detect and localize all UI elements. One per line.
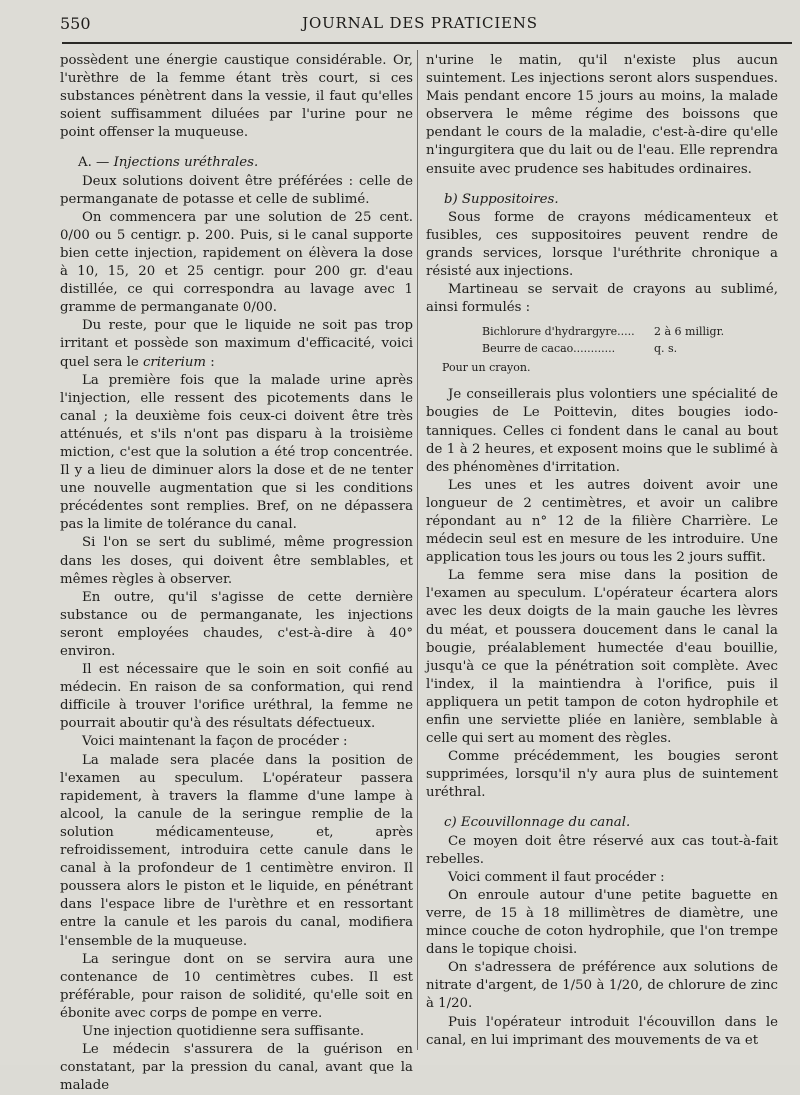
- page-header: [60, 12, 780, 38]
- paragraph: Il est nécessaire que le soin en soit confié au médecin. En raison de sa conformation, qui rend difficile à trouver l'orifice uréthral, la femme ne pourrait aboutir qu'à des résultats défectueux.: [60, 662, 413, 732]
- paragraph: On s'adressera de préférence aux solutions de nitrate d'argent, de 1/50 à 1/20, de chlorure de zinc à 1/20.: [426, 960, 778, 1012]
- paragraph: La seringue dont on se servira aura une contenance de 10 centimètres cubes. Il est préférable, pour raison de solidité, qu'elle soit en ébonite avec corps de pompe en verre.: [60, 951, 413, 1021]
- paragraph: Si l'on se sert du sublimé, même progression dans les doses, qui doivent être semblables, et mêmes règles à observer.: [60, 535, 413, 587]
- paragraph: Une injection quotidienne sera suffisante.: [82, 1023, 365, 1039]
- formula-block: [426, 323, 778, 376]
- paragraph: Voici maintenant la façon de procéder :: [82, 734, 348, 750]
- running-title: JOURNAL DES PRATICIENS: [302, 14, 538, 32]
- paragraph: Voici comment il faut procéder :: [448, 869, 665, 885]
- paragraph: Deux solutions doivent être préférées : celle de permanganate de potasse et celle de sublimé.: [60, 173, 413, 207]
- section-label: A. —: [78, 155, 110, 171]
- paragraph: On enroule autour d'une petite baguette en verre, de 15 à 18 millimètres de diamètre, une mince couche de coton hydrophile, que l'on trempe dans le topique choisi.: [426, 887, 778, 958]
- formula-ingredient: Bichlorure d'hydrargyre.....: [482, 325, 635, 339]
- right-column: [426, 52, 778, 1050]
- paragraph: possèdent une énergie caustique considérable. Or, l'urèthre de la femme étant très court, si ces substances pénètrent dans la vessie, il faut qu'elles soient suffisamment diluées par l'urine pour ne point offenser la muqueuse.: [60, 53, 413, 141]
- paragraph-text: :: [206, 354, 215, 370]
- formula-row: [426, 340, 778, 357]
- paragraph: On commencera par une solution de 25 cent. 0/00 ou 5 centigr. p. 200. Puis, si le canal supporte bien cette injection, rapidement on élèvera la dose à 10, 15, 20 et 25 centigr. pour 200 gr. d'eau distillée, ce qui correspondra au lavage avec 1 gramme de permanganate 0/00.: [60, 209, 413, 316]
- section-title: b) Suppositoires.: [444, 191, 559, 207]
- paragraph: Le médecin s'assurera de la guérison en constatant, par la pression du canal, avant que la malade: [60, 1042, 413, 1094]
- paragraph: [60, 317, 413, 371]
- section-heading-c: [426, 814, 778, 832]
- formula-note: Pour un crayon.: [442, 361, 531, 375]
- paragraph: Comme précédemment, les bougies seront supprimées, lorsqu'il n'y aura plus de suintement uréthral.: [426, 749, 778, 801]
- paragraph: Puis l'opérateur introduit l'écouvillon dans le canal, en lui imprimant des mouvements de va et: [426, 1014, 778, 1048]
- page-number: 550: [60, 14, 91, 33]
- formula-ingredient: Beurre de cacao............: [482, 342, 616, 356]
- paragraph: La malade sera placée dans la position de l'examen au speculum. L'opérateur passera rapidement, à travers la flamme d'une lampe à alcool, la canule de la seringue remplie de la solution médicamenteuse, et, après refroidissement, introduira cette canule dans le canal à la profondeur de 1 centimètre environ. Il poussera alors le piston et le liquide, en pénétrant dans l'espace libre de l'urèthre et en ressortant entre la canule et les parois du canal, modifiera l'ensemble de la muqueuse.: [60, 752, 413, 949]
- formula-dose: 2 à 6 milligr.: [654, 325, 725, 339]
- paragraph-text: Du reste, pour que le liquide ne soit pas trop irritant et possède son maximum d'efficacité, voici quel sera le: [60, 318, 413, 370]
- paragraph: Les unes et les autres doivent avoir une longueur de 2 centimètres, et avoir un calibre répondant au n° 12 de la filière Charrière. Le médecin seul est en mesure de les introduire. Une application tous les jours ou tous les 2 jours suffit.: [426, 477, 778, 566]
- paragraph: Je conseillerais plus volontiers une spécialité de bougies de Le Poittevin, dites bougies iodo-tanniques. Celles ci fondent dans le canal au bout de 1 à 2 heures, et exposent moins que le sublimé à des phénomènes d'irritation.: [426, 387, 778, 475]
- paragraph: La femme sera mise dans la position de l'examen au speculum. L'opérateur écartera alors avec les deux doigts de la main gauche les lèvres du méat, et poussera doucement dans le canal la bougie, préalablement humectée d'eau bouillie, jusqu'à ce que la pénétration soit complète. Avec l'index, il la maintiendra à l'orifice, puis il appliquera un petit tampon de coton hydrophile et enfin une serviette pliée en lanière, semblable à celle qui sert au moment des règles.: [426, 568, 778, 747]
- section-title: c) Ecouvillonnage du canal.: [444, 815, 631, 831]
- paragraph: n'urine le matin, qu'il n'existe plus aucun suintement. Les injections seront alors suspendues. Mais pendant encore 15 jours au moins, la malade observera le même régime des boissons que pendant le cours de la maladie, c'est-à-dire qu'elle n'ingurgitera que du lait ou de l'eau. Elle reprendra ensuite avec prudence ses habitudes ordinaires.: [426, 53, 778, 177]
- column-divider: [417, 50, 418, 1050]
- paragraph: La première fois que la malade urine après l'injection, elle ressent des picotements dans le canal ; la deuxième fois ceux-ci doivent être très atténués, et s'ils n'ont pas disparu à la troisième miction, c'est que la solution a été trop concentrée. Il y a lieu de diminuer alors la dose et de ne tenter une nouvelle augmentation que si les conditions précédentes sont remplies. Bref, on ne dépassera pas la limite de tolérance du canal.: [60, 372, 413, 533]
- paragraph: En outre, qu'il s'agisse de cette dernière substance ou de permanganate, les injections seront employées chaudes, c'est-à-dire à 40° environ.: [60, 589, 413, 659]
- section-heading-b: [426, 191, 778, 209]
- section-title: Injections uréthrales.: [113, 155, 259, 171]
- section-heading-a: [60, 154, 413, 172]
- paragraph: Martineau se servait de crayons au sublimé, ainsi formulés :: [426, 282, 778, 316]
- formula-row: [426, 323, 778, 340]
- italic-term: criterium: [142, 354, 207, 370]
- paragraph: Sous forme de crayons médicamenteux et fusibles, ces suppositoires peuvent rendre de grands services, lorsque l'uréthrite chronique a résisté aux injections.: [426, 209, 778, 280]
- left-column: [60, 52, 413, 1095]
- header-rule: [62, 42, 792, 44]
- formula-dose: q. s.: [654, 342, 678, 356]
- paragraph: Ce moyen doit être réservé aux cas tout-à-fait rebelles.: [426, 833, 778, 867]
